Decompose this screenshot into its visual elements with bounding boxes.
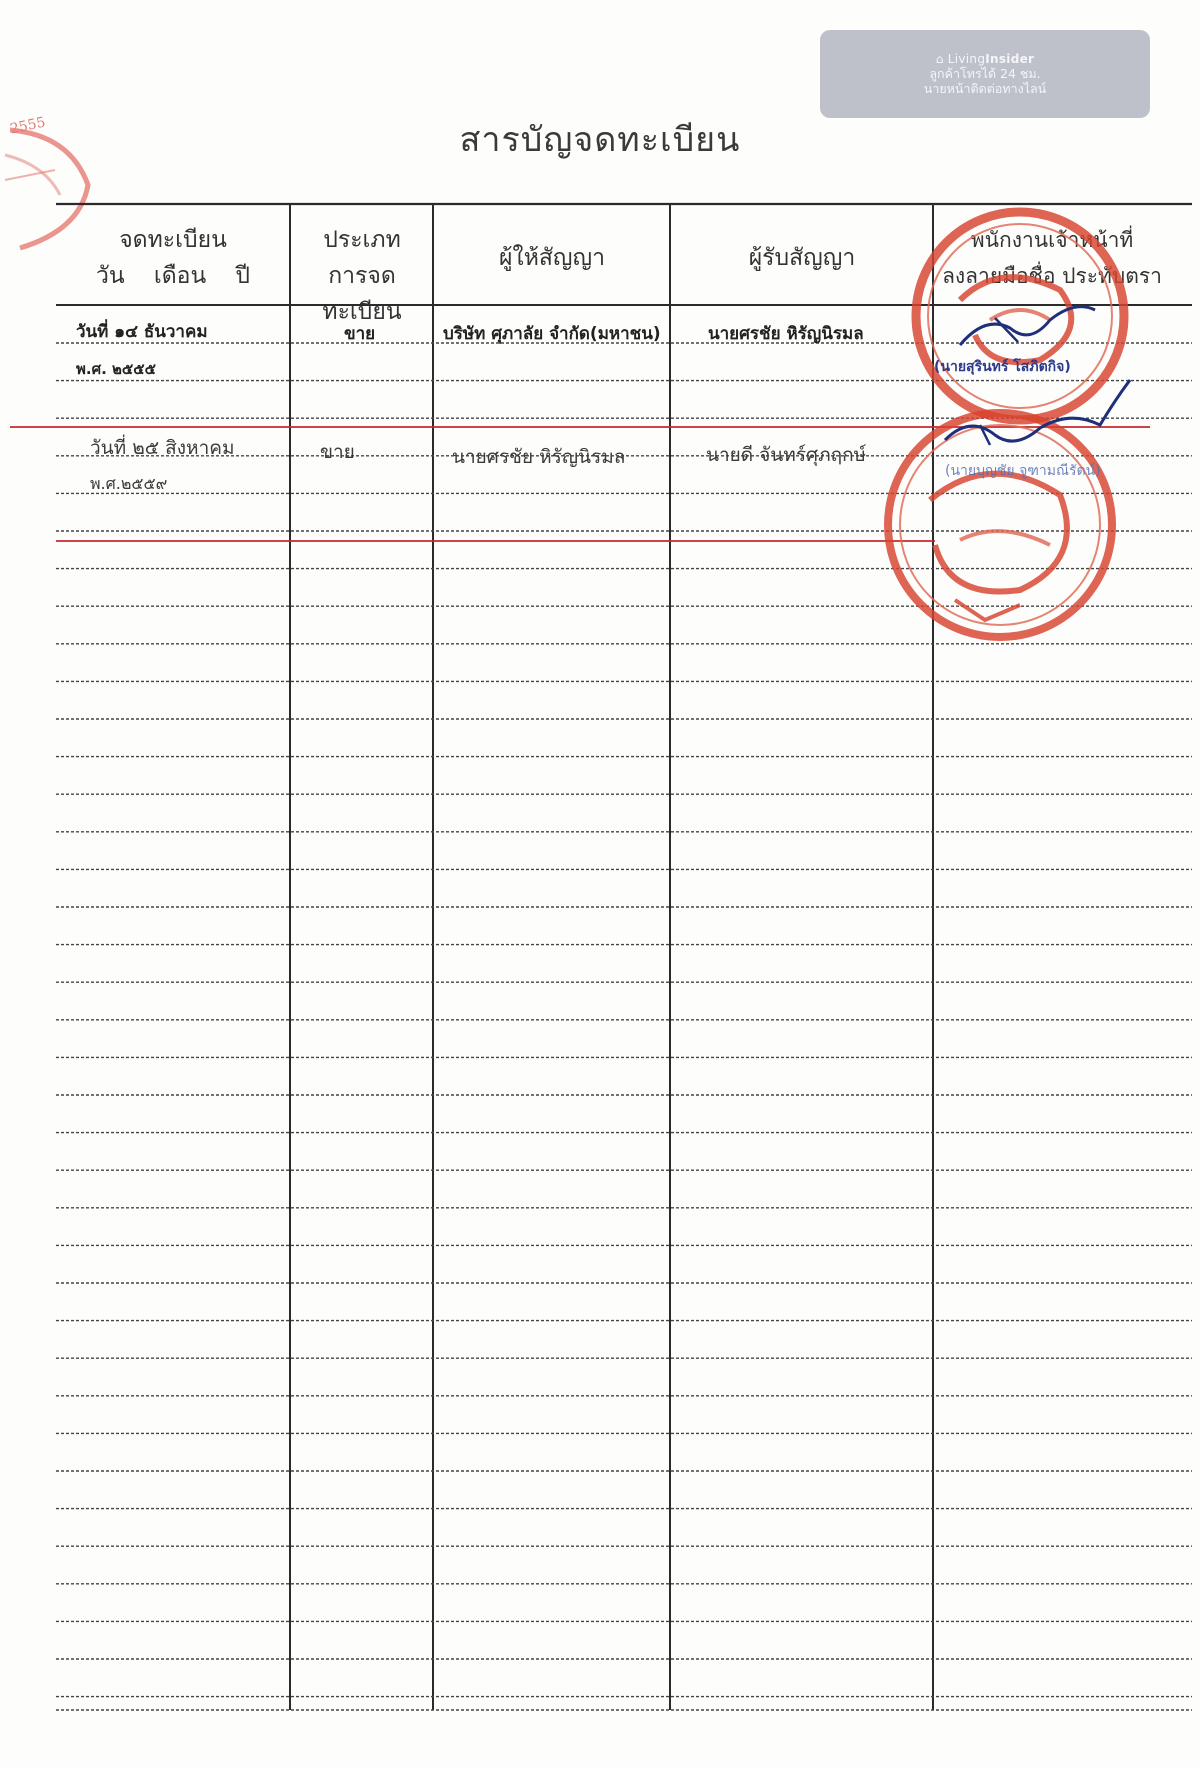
header-officer-line2: ลงลายมือชื่อ ประทับตรา — [942, 264, 1162, 288]
header-date-line2: วัน เดือน ปี — [95, 263, 251, 289]
row1-date: วันที่ ๑๔ ธันวาคม — [76, 322, 208, 342]
banner-line-1: ลูกค้าโทรได้ 24 ชม. — [929, 66, 1041, 81]
header-grantee-label: ผู้รับสัญญา — [748, 245, 856, 271]
header-officer-line1: พนักงานเจ้าหน้าที่ — [970, 228, 1134, 252]
header-grantee — [671, 240, 933, 276]
row2-officer-name: (นายบุญชัย จูฑามณีรัตน์) — [945, 463, 1101, 479]
row1-type: ขาย — [344, 324, 376, 344]
row1-grantee: นายศรชัย หิรัญนิรมล — [708, 324, 864, 344]
row1-year: พ.ศ. ๒๕๕๕ — [76, 360, 156, 378]
header-type — [291, 222, 433, 330]
brand-prefix: Living — [947, 52, 986, 66]
header-grantor-label: ผู้ให้สัญญา — [498, 245, 605, 271]
row2-year: พ.ศ.๒๕๕๙ — [90, 474, 168, 493]
header-type-line1: ประเภท — [323, 227, 401, 253]
stamp-year-fragment: 2555 — [8, 114, 47, 138]
row2-type: ขาย — [320, 441, 355, 463]
row1-officer-name: (นายสุรินทร์ โสภิตกิจ) — [934, 359, 1071, 375]
row2-date: วันที่ ๒๕ สิงหาคม — [90, 437, 235, 459]
brand-suffix: Insider — [985, 52, 1035, 66]
header-date-line1: จดทะเบียน — [119, 227, 227, 253]
banner-line-2: นายหน้าติดต่อทางไลน์ — [923, 81, 1047, 96]
document-title: สารบัญจดทะเบียน — [459, 120, 741, 160]
header-type-line2: การจดทะเบียน — [322, 263, 402, 325]
row2-grantee: นายดี จันทร์ศุภฤกษ์ — [706, 444, 867, 466]
row2-grantor: นายศรชัย หิรัญนิรมล — [452, 446, 626, 468]
header-officer — [934, 222, 1170, 294]
row1-grantor: บริษัท ศุภาลัย จำกัด(มหาชน) — [443, 324, 661, 344]
header-date — [56, 222, 290, 294]
header-grantor — [434, 240, 670, 276]
house-icon: ⌂ — [935, 52, 944, 66]
